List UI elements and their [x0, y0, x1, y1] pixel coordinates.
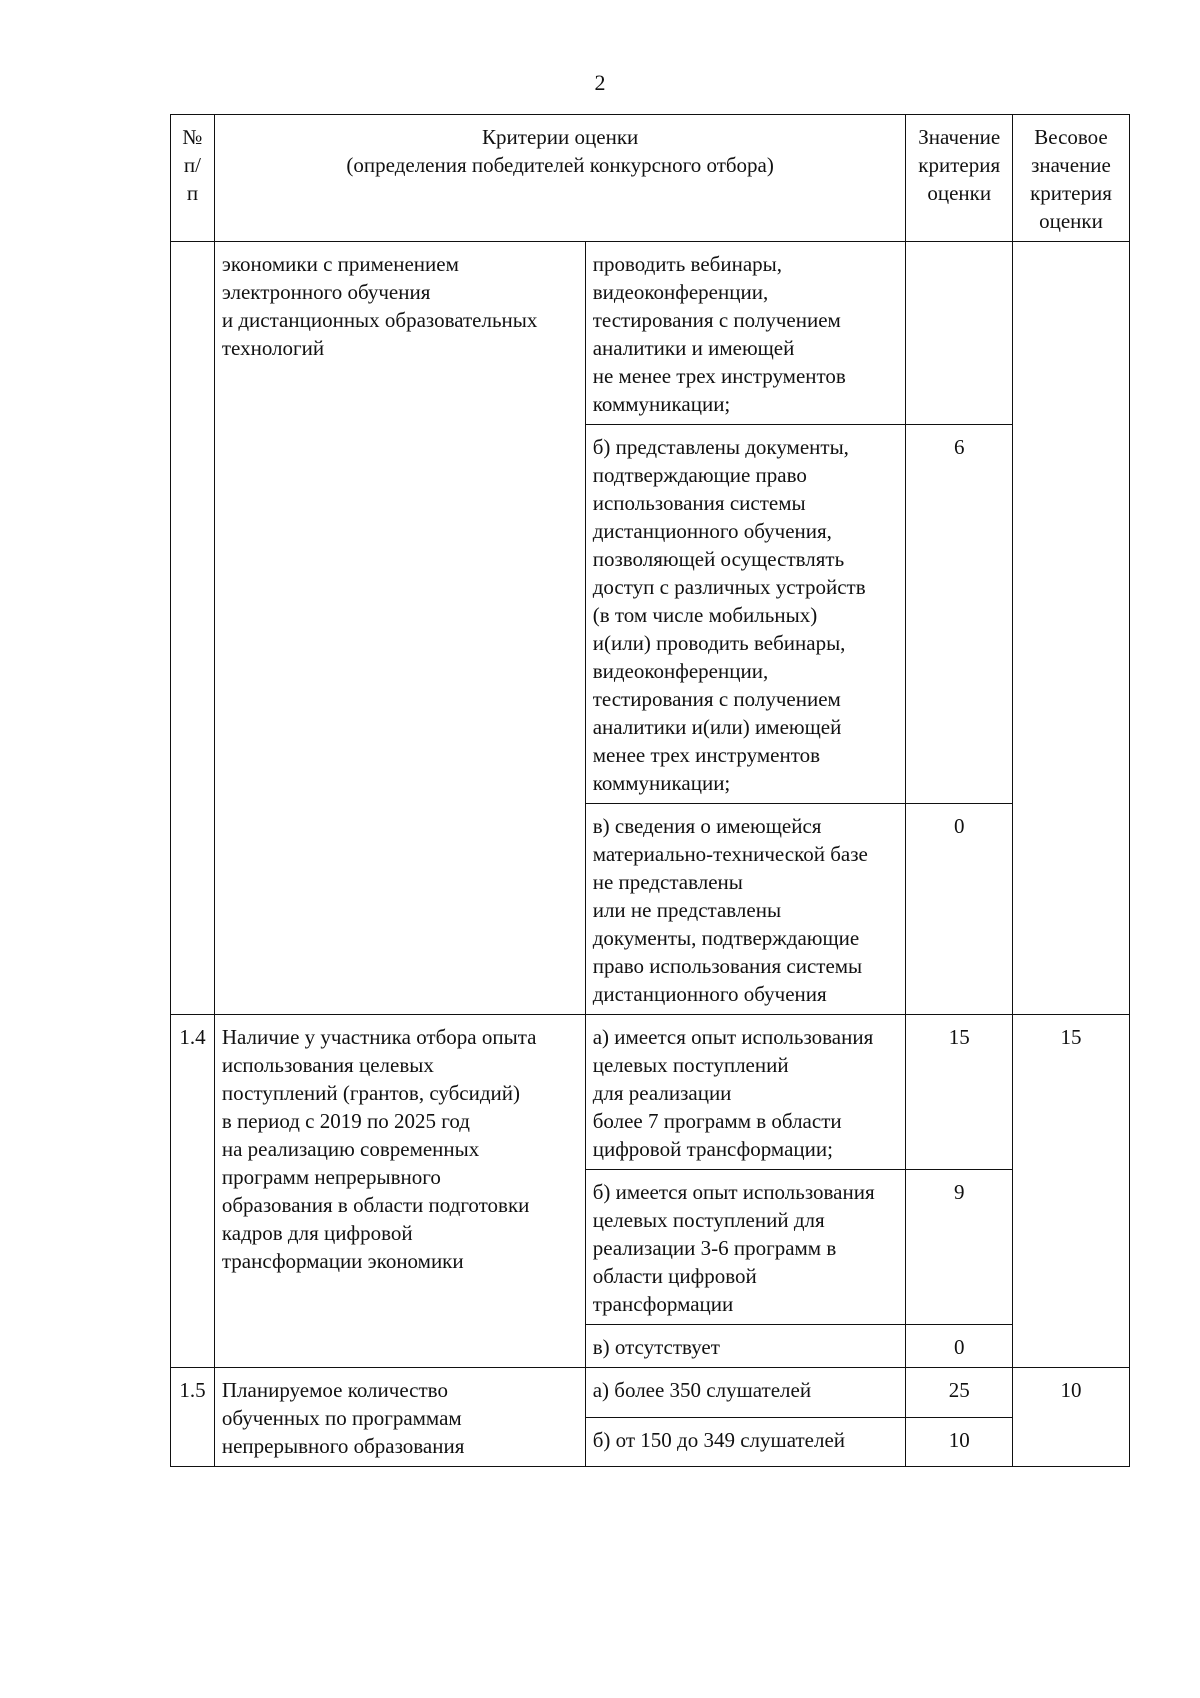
- weight-value: [1012, 242, 1129, 1015]
- option-text: б) представлены документы, подтверждающие право использования системы дистанционного обучения, позволяющей осуществлять доступ с различных устройств (в том числе мобильных) и(или) проводить вебинары, видеоконференции, тестирования с получением аналитики и(или) имеющей менее трех инструментов коммуникации;: [585, 425, 906, 804]
- option-value: 25: [906, 1368, 1013, 1418]
- table-header-row: [171, 115, 1130, 242]
- header-weight: Весовое значение критерия оценки: [1012, 115, 1129, 242]
- option-value: 9: [906, 1170, 1013, 1325]
- criterion-text: Наличие у участника отбора опыта использования целевых поступлений (грантов, субсидий) в период с 2019 по 2025 год на реализацию современных программ непрерывного образования в области подготовки кадров для цифровой трансформации экономики: [214, 1015, 585, 1368]
- option-text: б) имеется опыт использования целевых поступлений для реализации 3-6 программ в области цифровой трансформации: [585, 1170, 906, 1325]
- row-number: 1.4: [171, 1015, 215, 1368]
- table-row: [171, 1368, 1130, 1418]
- option-text: в) сведения о имеющейся материально-технической базе не представлены или не представлены документы, подтверждающие право использования системы дистанционного обучения: [585, 804, 906, 1015]
- option-text: в) отсутствует: [585, 1325, 906, 1368]
- header-num: № п/ п: [171, 115, 215, 242]
- criteria-table: [170, 114, 1130, 1467]
- option-value: [906, 242, 1013, 425]
- option-text: б) от 150 до 349 слушателей: [585, 1417, 906, 1467]
- option-text: а) более 350 слушателей: [585, 1368, 906, 1418]
- option-value: 0: [906, 1325, 1013, 1368]
- table-row: [171, 242, 1130, 425]
- row-number: [171, 242, 215, 1015]
- option-text: проводить вебинары, видеоконференции, тестирования с получением аналитики и имеющей не менее трех инструментов коммуникации;: [585, 242, 906, 425]
- weight-value: 15: [1012, 1015, 1129, 1368]
- header-value: Значение критерия оценки: [906, 115, 1013, 242]
- option-value: 15: [906, 1015, 1013, 1170]
- option-value: 6: [906, 425, 1013, 804]
- header-criteria: Критерии оценки (определения победителей конкурсного отбора): [214, 115, 906, 242]
- criterion-text: Планируемое количество обученных по программам непрерывного образования: [214, 1368, 585, 1467]
- table-row: [171, 1015, 1130, 1170]
- row-number: 1.5: [171, 1368, 215, 1467]
- page-number: 2: [594, 70, 606, 95]
- weight-value: 10: [1012, 1368, 1129, 1467]
- option-value: 10: [906, 1417, 1013, 1467]
- option-value: 0: [906, 804, 1013, 1015]
- option-text: а) имеется опыт использования целевых поступлений для реализации более 7 программ в области цифровой трансформации;: [585, 1015, 906, 1170]
- criterion-text: экономики с применением электронного обучения и дистанционных образовательных технологий: [214, 242, 585, 1015]
